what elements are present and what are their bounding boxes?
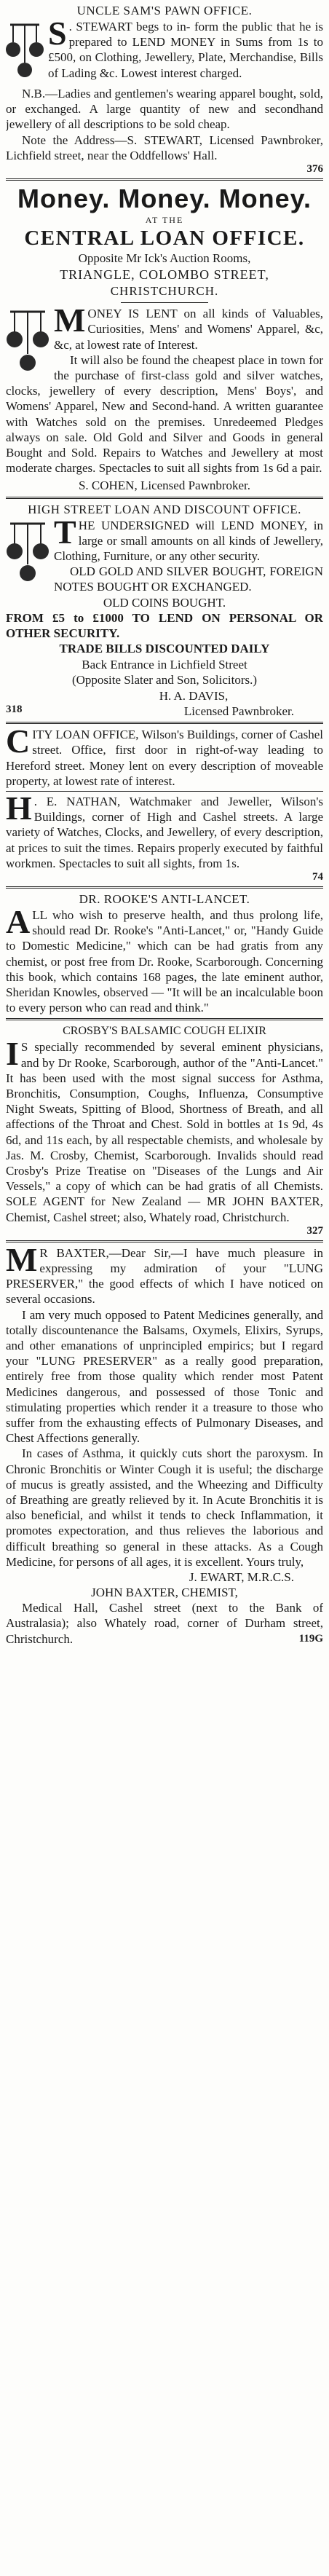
uncle-sam-lead: . STEWART begs to in- xyxy=(68,20,191,34)
baxter-number: 119G xyxy=(298,1632,323,1645)
divider xyxy=(6,886,323,889)
high-street-name: H. A. DAVIS, xyxy=(159,688,229,703)
rooke-ad xyxy=(6,891,323,1015)
crosby-number: 327 xyxy=(306,1224,323,1237)
uncle-sam-intro xyxy=(6,15,323,86)
baxter-sig1: J. EWART, M.R.C.S. xyxy=(189,1570,294,1585)
divider xyxy=(6,722,323,724)
high-street-gold-silver: OLD GOLD AND SILVER BOUGHT, FOREIGN NOTES BOUGHT OR EXCHANGED. xyxy=(54,564,323,594)
crosby-ad xyxy=(6,1023,323,1237)
divider xyxy=(6,1018,323,1020)
baxter-address: Medical Hall, Cashel street (next to the Bank of Australasia); also Whately road, corner of Durham street, Christchurch. xyxy=(6,1601,323,1646)
central-loan-dropcap: M xyxy=(54,302,86,339)
divider xyxy=(121,302,208,303)
uncle-sam-ad xyxy=(6,3,323,176)
divider xyxy=(6,178,323,181)
uncle-sam-note: N.B.—Ladies and gentlemen's wearing apparel bought, sold, or exchanged. A large quantity of new and secondhand jewellery of all descriptions to be sold cheap. xyxy=(6,87,323,132)
crosby-body: S specially recommended by several eminent physicians, and by Dr Rooke, Scarborough, author of the "Anti-Lancet." It has been used with the most signal success for Asthma, Bronchitis, Consumption, Coughs, Influenza, Consumptive Night Sweats, Spitting of Blood, Shortness of Breath, and all affections of the Throat and Chest. Sold in bottles at 1s 9d, 4s 6d, and 11s each, by all respectable chemists, and wholesale by Jas. M. Crosby, Chemist, Scarborough. Invalids should read Crosby's Prize Treatise on "Diseases of the Lungs and Air Vessels," a copy of which can be had gratis of all Chemists. SOLE AGENT for New Zealand — MR JOHN BAXTER, Chemist, Cashel street; also, Whately road, Christchurch. xyxy=(6,1040,323,1224)
central-loan-title: CENTRAL LOAN OFFICE. xyxy=(24,227,305,251)
central-loan-body: It will also be found the cheapest place in town for the purchase of first-class gold and silver watches, clocks, jewellery of every description, Mens' Boys', and Womens' Apparel, New and Second-hand. A written guarantee with Watches sold on the premises. Unredeemed Pledges always on sale. Old Gold and Silver and Goods in general Bought and Sold. Repairs to Watches and Jewellery at most moderate charges. Spectacles to suit all sights from 1s 6d a pair. xyxy=(6,352,323,476)
divider xyxy=(6,1240,323,1242)
rooke-title: DR. ROOKE'S ANTI-LANCET. xyxy=(79,891,250,906)
high-street-dropcap: T xyxy=(54,513,76,551)
central-loan-ad xyxy=(6,184,323,494)
baxter-address-line xyxy=(6,1600,323,1647)
divider xyxy=(6,497,323,499)
central-loan-opposite: Opposite Mr Ick's Auction Rooms, xyxy=(78,251,251,266)
high-street-back: Back Entrance in Lichfield Street xyxy=(82,658,247,672)
nathan-ad xyxy=(6,794,323,883)
baxter-p2: I am very much opposed to Patent Medicines generally, and totally discountenance the Balsams, Oxymels, Elixirs, Syrups, and other emanations of unprincipled empirics; but I regard your "LUNG PRESERVER" as a really good preparation, entirely free from those quality which render most Patent Medicines dangerous, and possessed of those Tonic and stimulating properties which render it a treasure to those who suffer from the exhausting effects of Pulmonary Diseases, and Chest Affections generally. xyxy=(6,1307,323,1446)
high-street-number: 318 xyxy=(6,703,23,715)
uncle-sam-number: 376 xyxy=(306,163,323,176)
pawnbroker-balls-icon xyxy=(6,20,44,83)
nathan-number: 74 xyxy=(312,870,323,883)
central-loan-signature: S. COHEN, Licensed Pawnbroker. xyxy=(78,478,251,493)
city-loan-body: ITY LOAN OFFICE, Wilson's Buildings, corner of Cashel street. Office, first door in right-of-way leading to Hereford street. Money lent on every description of moveable property, at lowest rate of interest. xyxy=(6,728,323,788)
high-street-footer xyxy=(6,704,323,719)
high-street-licensed: Licensed Pawnbroker. xyxy=(183,704,294,718)
uncle-sam-address: Note the Address—S. STEWART, Licensed Pawnbroker, Lichfield street, near the Oddfellows' Hall. xyxy=(6,133,323,162)
at-the: AT THE xyxy=(145,215,184,226)
nathan-dropcap: H xyxy=(6,793,32,827)
crosby-title: CROSBY'S BALSAMIC COUGH ELIXIR xyxy=(63,1025,266,1038)
high-street-bills: TRADE BILLS DISCOUNTED DAILY xyxy=(59,642,270,656)
high-street-opposite: (Opposite Slater and Son, Solicitors.) xyxy=(71,673,258,688)
central-loan-intro xyxy=(6,302,323,352)
baxter-ad xyxy=(6,1245,323,1647)
central-loan-location: TRIANGLE, COLOMBO STREET, xyxy=(60,267,269,283)
city-loan-dropcap: C xyxy=(6,727,31,760)
rooke-dropcap: A xyxy=(6,902,31,940)
uncle-sam-dropcap: S xyxy=(48,15,67,52)
rooke-body: LL who wish to preserve health, and thus prolong life, should read Dr. Rooke's "Anti-Lancet," or, "Handy Guide to Domestic Medicine," which can be had gratis from any chemist, or post free from Dr. Rooke, Scarborough. Concerning this book, which contains 168 pages, the late eminent author, Sheridan Knowles, observed — "It will be an incalculable boon to every person who can read and think." xyxy=(6,907,323,1015)
baxter-lead: R BAXTER,—Dear Sir,—I have much pleasure in expressing my admiration of your "LUNG PRESERVER," the good effects of which I have noticed on several occasions. xyxy=(6,1245,323,1307)
divider xyxy=(6,791,323,792)
high-street-intro xyxy=(6,513,323,564)
high-street-coins: OLD COINS BOUGHT. xyxy=(103,595,226,610)
central-loan-lead: ONEY IS LENT on all kinds of Valuables, Curiosities, Mens' and Womens' Apparel, &c, &c, at lowest rate of Interest. xyxy=(54,307,323,352)
money-banner: Money. Money. Money. xyxy=(17,184,312,214)
uncle-sam-title: UNCLE SAM'S PAWN OFFICE. xyxy=(76,4,253,17)
high-street-lead: HE UNDERSIGNED will LEND MONEY, in large or small amounts on all kinds of Jewellery, Clothing, Furniture, or any other security. xyxy=(54,518,323,564)
high-street-title: HIGH STREET LOAN AND DISCOUNT OFFICE. xyxy=(28,502,301,516)
baxter-p3: In cases of Asthma, it quickly cuts short the paroxysm. In Chronic Bronchitis or Winter Cough it is useful; the discharge of mucus is greatly assisted, and the Wheezing and Difficulty of Breathing are greatly relieved by it. In Acute Bronchitis it is also beneficial, and whilst it tends to check Inflammation, it promotes expectoration, and thus relieves the laborious and difficult breathing so general in these attacks. As a Cough Medicine, for persons of all ages, it is excellent. Yours truly, xyxy=(6,1446,323,1569)
pawnbroker-balls-icon xyxy=(6,307,49,377)
high-street-lend: FROM £5 to £1000 TO LEND ON PERSONAL OR OTHER SECURITY. xyxy=(6,610,323,641)
central-loan-city: CHRISTCHURCH. xyxy=(110,284,219,299)
high-street-ad xyxy=(6,502,323,719)
baxter-sig2: JOHN BAXTER, CHEMIST, xyxy=(91,1586,238,1600)
uncle-sam-body: form the public that he is prepared to LEND MONEY in Sums from 1s to £500, on Clothing, Jewellery, Plate, Merchandise, Bills of Lading &c. Lowest interest charged. xyxy=(48,20,323,80)
nathan-body: . E. NATHAN, Watchmaker and Jeweller, Wilson's Buildings, corner of High and Cashel streets. A large variety of Watches, Clocks, and Jewellery, of every description, at prices to suit the times. Repairs properly executed by faithful workmen. Spectacles to suit all sights, from 1s. xyxy=(6,794,323,870)
baxter-dropcap: M xyxy=(6,1245,38,1278)
pawnbroker-balls-icon xyxy=(6,519,49,586)
crosby-dropcap: I xyxy=(6,1035,19,1073)
city-loan-ad xyxy=(6,727,323,789)
